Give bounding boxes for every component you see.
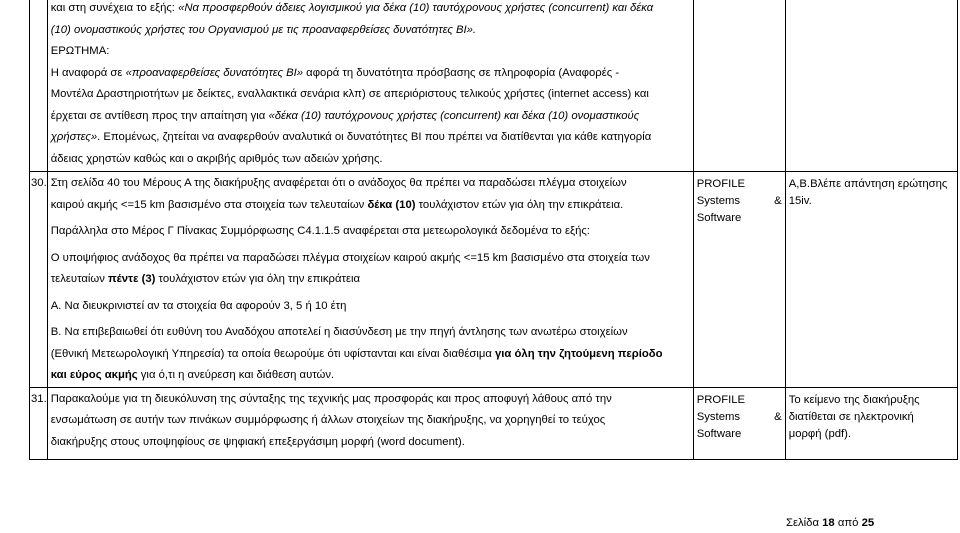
clarifications-table — [29, 0, 958, 460]
text-line: και εύρος ακμής για ό,τι η ανεύρεση και διάθεση αυτών. — [50, 369, 335, 381]
text-line: άδειας χρηστών καθώς και ο ακριβής αριθμός των αδειών χρήσης. — [50, 152, 383, 165]
question-text-cell — [47, 387, 693, 459]
submitter-cell — [693, 172, 785, 388]
text-line: ενσωμάτωση σε αυτήν των πινάκων συμμόρφωσης ή άλλων στοιχείων της διακήρυξης, να χορηγηθεί το τεύχος — [50, 414, 606, 426]
text-line: έρχεται σε αντίθεση προς την απαίτηση για «δέκα (10) ταυτόχρονους χρήστες (concurrent) και δέκα (10) ονομαστικούς — [50, 109, 640, 122]
submitter-name: Systems & — [696, 410, 782, 423]
answer-text: διατίθεται σε ηλεκτρονική — [788, 410, 914, 423]
text-line: χρήστες». Επομένως, ζητείται να αναφερθούν αναλυτικά οι δυνατότητες BI που πρέπει να διατίθενται για κάθε κατηγορία — [50, 131, 652, 143]
table-row-29-continued — [30, 0, 958, 172]
question-title: ΕΡΩΤΗΜΑ: — [50, 45, 110, 57]
text-line: Ο υποψήφιος ανάδοχος θα πρέπει να παραδώσει πλέγμα στοιχείων καιρού ακμής <=15 km βασισμένο στα στοιχεία των — [50, 251, 650, 264]
answer-text: Το κείμενο της διακήρυξης — [788, 393, 920, 406]
row-number-cell: 30. — [30, 172, 48, 388]
question-text-cell — [47, 0, 693, 172]
text-line: (10) ονομαστικούς χρήστες του Οργανισμού με τις προαναφερθείσες δυνατότητες BI». — [50, 23, 477, 36]
text-line: Β. Να επιβεβαιωθεί ότι ευθύνη του Αναδόχου αποτελεί η διασύνδεση με την πηγή άντλησης των ανωτέρω στοιχείων — [50, 326, 628, 338]
submitter-name: Systems & — [696, 195, 782, 207]
text-line: Α. Να διευκρινιστεί αν τα στοιχεία θα αφορούν 3, 5 ή 10 έτη — [50, 299, 347, 312]
text-line: Μοντέλα Δραστηριοτήτων με δείκτες, εναλλακτικά σενάρια κλπ) σε απεριόριστους τελικούς χρήστες (internet access) και — [50, 88, 649, 100]
text-line: Στη σελίδα 40 του Μέρους Α της διακήρυξης αναφέρεται ότι ο ανάδοχος θα πρέπει να παραδώσει πλέγμα στοιχείων — [50, 177, 627, 189]
text-line: διακήρυξης στους υποψηφίους σε ψηφιακή επεξεργάσιμη μορφή (word document). — [50, 435, 465, 448]
text-line: Παρακαλούμε για τη διευκόλυνση της σύνταξης της τεχνικής μας προσφοράς και προς αποφυγή λάθους από την — [50, 392, 612, 405]
submitter-name: Software — [696, 212, 742, 224]
submitter-cell — [693, 0, 785, 172]
answer-cell — [785, 172, 957, 388]
answer-text: μορφή (pdf). — [788, 427, 852, 440]
question-text-cell — [47, 172, 693, 388]
text-line: Παράλληλα στο Μέρος Γ Πίνακας Συμμόρφωσης C4.1.1.5 αναφέρεται στα μετεωρολογικά δεδομένα το εξής: — [50, 225, 590, 237]
submitter-name: PROFILE — [696, 178, 746, 190]
submitter-name: Software — [696, 427, 742, 440]
answer-cell — [785, 0, 957, 172]
answer-text: 15iv. — [788, 195, 812, 207]
text-line: και στη συνέχεια το εξής: «Να προσφερθούν άδειες λογισμικού για δέκα (10) ταυτόχρονους χρήστες (concurrent) και δέκα — [50, 2, 654, 14]
text-line: (Εθνική Μετεωρολογική Υπηρεσία) τα οποία θεωρούμε ότι υφίστανται και είναι διαθέσιμα για όλη την ζητούμενη περίοδο — [50, 347, 663, 360]
row-number-cell — [30, 0, 48, 172]
submitter-name: PROFILE — [696, 393, 746, 406]
text-line: τελευταίων πέντε (3) τουλάχιστον ετών για όλη την επικράτεια — [50, 273, 361, 285]
text-line: καιρού ακμής <=15 km βασισμένο στα στοιχεία των τελευταίων δέκα (10) τουλάχιστον ετών για όλη την επικράτεια. — [50, 198, 624, 211]
answer-text: Α,Β.Βλέπε απάντηση ερώτησης — [788, 178, 948, 190]
answer-cell — [785, 387, 957, 459]
text-line: Η αναφορά σε «προαναφερθείσες δυνατότητες BI» αφορά τη δυνατότητα πρόσβασης σε πληροφορία (Αναφορές - — [50, 66, 620, 79]
page-number: Σελίδα 18 από 25 — [786, 517, 875, 529]
submitter-cell — [693, 387, 785, 459]
row-number-cell: 31. — [30, 387, 48, 459]
table-row-31 — [30, 387, 958, 459]
table-row-30 — [30, 172, 958, 388]
